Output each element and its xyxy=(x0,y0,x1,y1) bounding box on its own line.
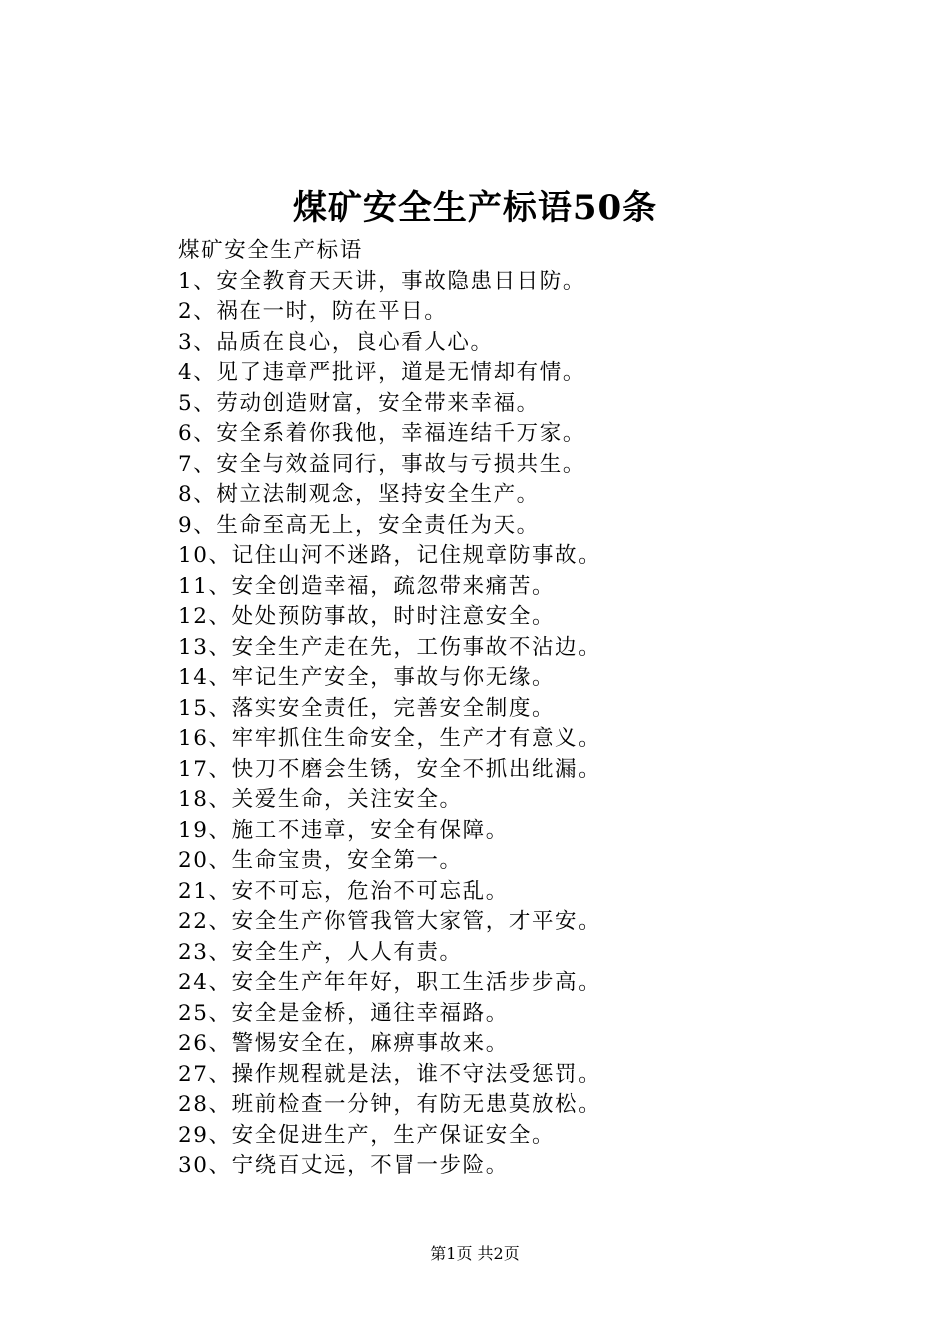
slogan-item: 7、安全与效益同行，事故与亏损共生。 xyxy=(178,451,586,477)
slogan-item: 6、安全系着你我他，幸福连结千万家。 xyxy=(178,421,586,446)
slogan-item: 2、祸在一时，防在平日。 xyxy=(178,299,448,324)
document-title: 煤矿安全生产标语50条 xyxy=(292,188,658,228)
slogan-item: 18、关爱生命，关注安全。 xyxy=(178,787,463,812)
slogan-item: 14、牢记生产安全，事故与你无缘。 xyxy=(178,665,556,690)
slogan-item: 10、记住山河不迷路，记住规章防事故。 xyxy=(178,543,602,568)
section-heading: 煤矿安全生产标语 xyxy=(178,238,363,263)
slogan-item: 19、施工不违章，安全有保障。 xyxy=(178,817,509,843)
slogan-list xyxy=(178,267,898,1182)
slogan-item: 26、警惕安全在，麻痹事故来。 xyxy=(178,1031,509,1056)
slogan-item: 25、安全是金桥，通往幸福路。 xyxy=(178,1000,509,1026)
slogan-item: 8、树立法制观念，坚持安全生产。 xyxy=(178,482,540,507)
slogan-item: 28、班前检查一分钟，有防无患莫放松。 xyxy=(178,1092,602,1117)
slogan-item: 16、牢牢抓住生命安全，生产才有意义。 xyxy=(178,726,602,751)
slogan-item: 1、安全教育天天讲，事故隐患日日防。 xyxy=(178,268,586,294)
slogan-item: 4、见了违章严批评，道是无情却有情。 xyxy=(178,360,586,385)
slogan-item: 17、快刀不磨会生锈，安全不抓出纰漏。 xyxy=(178,756,602,782)
slogan-item: 24、安全生产年年好，职工生活步步高。 xyxy=(178,970,602,995)
document-body xyxy=(178,236,898,1182)
page-footer: 第1页 共2页 xyxy=(430,1244,520,1263)
slogan-item: 11、安全创造幸福，疏忽带来痛苦。 xyxy=(178,573,556,599)
slogan-item: 29、安全促进生产，生产保证安全。 xyxy=(178,1122,556,1148)
slogan-item: 5、劳动创造财富，安全带来幸福。 xyxy=(178,390,540,416)
slogan-item: 15、落实安全责任，完善安全制度。 xyxy=(178,695,556,721)
slogan-item: 12、处处预防事故，时时注意安全。 xyxy=(178,604,556,629)
slogan-item: 21、安不可忘，危治不可忘乱。 xyxy=(178,878,509,904)
slogan-item: 13、安全生产走在先，工伤事故不沾边。 xyxy=(178,634,602,660)
slogan-item: 20、生命宝贵，安全第一。 xyxy=(178,848,463,873)
slogan-item: 3、品质在良心，良心看人心。 xyxy=(178,329,494,355)
slogan-item: 30、宁绕百丈远，不冒一步险。 xyxy=(178,1153,509,1178)
slogan-item: 9、生命至高无上，安全责任为天。 xyxy=(178,512,540,538)
slogan-item: 23、安全生产，人人有责。 xyxy=(178,939,463,965)
slogan-item: 27、操作规程就是法，谁不守法受惩罚。 xyxy=(178,1061,602,1087)
slogan-item: 22、安全生产你管我管大家管，才平安。 xyxy=(178,909,602,934)
